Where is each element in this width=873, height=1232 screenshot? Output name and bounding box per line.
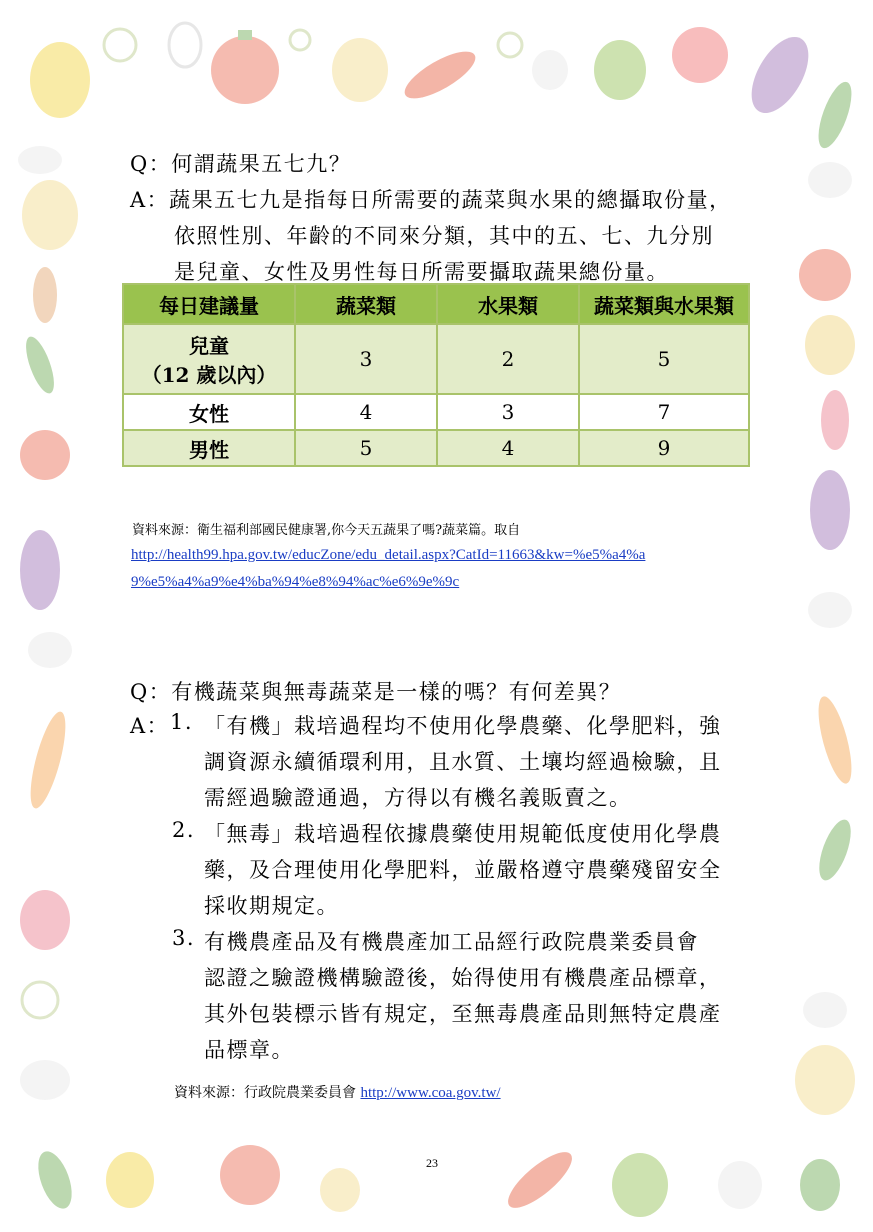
row-label-line: 兒童: [189, 334, 229, 358]
table-cell: 4: [295, 394, 437, 430]
question-1: Q：何謂蔬果五七九？: [130, 152, 352, 176]
table-row: [123, 430, 749, 466]
source-2-link[interactable]: http://www.coa.gov.tw/: [360, 1085, 501, 1101]
item-line: 認證之驗證機構驗證後，始得使用有機農產品標章，: [204, 966, 722, 990]
row-label: 女性: [123, 394, 295, 430]
question-2: Q：有機蔬菜與無毒蔬菜是一樣的嗎？有何差異？: [130, 680, 622, 704]
table-cell: 7: [579, 394, 749, 430]
item-number: 3.: [172, 926, 196, 950]
answer-1-line-2: 依照性別、年齡的不同來分類，其中的五、七、九分別: [174, 224, 714, 248]
item-line: 有機農產品及有機農產加工品經行政院農業委員會: [204, 930, 699, 954]
table-cell: 4: [437, 430, 579, 466]
answer-1-line-3: 是兒童、女性及男性每日所需要攝取蔬果總份量。: [174, 260, 669, 284]
table-header: 每日建議量: [123, 284, 295, 324]
page-number: 23: [426, 1156, 438, 1170]
table-header: 蔬菜類: [295, 284, 437, 324]
table-header: 蔬菜類與水果類: [579, 284, 749, 324]
table-cell: 3: [437, 394, 579, 430]
row-label: [123, 324, 295, 394]
item-line: 「有機」栽培過程均不使用化學農藥、化學肥料，強: [204, 714, 722, 738]
item-number: 2.: [172, 818, 196, 842]
source-1-link-line-1[interactable]: http://health99.hpa.gov.tw/educZone/edu_detail.aspx?CatId=11663&kw=%e5%a4%a: [131, 547, 646, 563]
table-row: [123, 324, 749, 394]
row-label-line: （12 歲以內）: [141, 363, 277, 387]
item-number: 1.: [170, 710, 194, 734]
table-cell: 2: [437, 324, 579, 394]
source-1-link-line-2[interactable]: 9%e5%a4%a9%e4%ba%94%e8%94%ac%e6%9e%9c: [131, 574, 460, 590]
source-2: [174, 1082, 501, 1102]
table-header: 水果類: [437, 284, 579, 324]
item-line: 其外包裝標示皆有規定，至無毒農產品則無特定農產: [204, 1002, 722, 1026]
row-label: 男性: [123, 430, 295, 466]
table-cell: 9: [579, 430, 749, 466]
table-cell: 5: [295, 430, 437, 466]
fruit-vegetable-table: [122, 283, 750, 467]
item-line: 採收期規定。: [204, 894, 339, 918]
table-cell: 5: [579, 324, 749, 394]
table-header-row: [123, 284, 749, 324]
answer-2-prefix: A：: [130, 714, 170, 738]
item-line: 品標章。: [204, 1038, 294, 1062]
item-line: 藥，及合理使用化學肥料，並嚴格遵守農藥殘留安全: [204, 858, 722, 882]
item-line: 「無毒」栽培過程依據農藥使用規範低度使用化學農: [204, 822, 722, 846]
source-1-text: 資料來源：衛生福利部國民健康署,你今天五蔬果了嗎?蔬菜篇。取自: [132, 523, 521, 538]
table-cell: 3: [295, 324, 437, 394]
table-row: [123, 394, 749, 430]
item-line: 需經過驗證通過，方得以有機名義販賣之。: [204, 786, 632, 810]
answer-1-line-1: A：蔬果五七九是指每日所需要的蔬菜與水果的總攝取份量，: [130, 188, 732, 212]
source-2-text: 資料來源：行政院農業委員會: [174, 1085, 361, 1101]
item-line: 調資源永續循環利用，且水質、土壤均經過檢驗，且: [204, 750, 722, 774]
